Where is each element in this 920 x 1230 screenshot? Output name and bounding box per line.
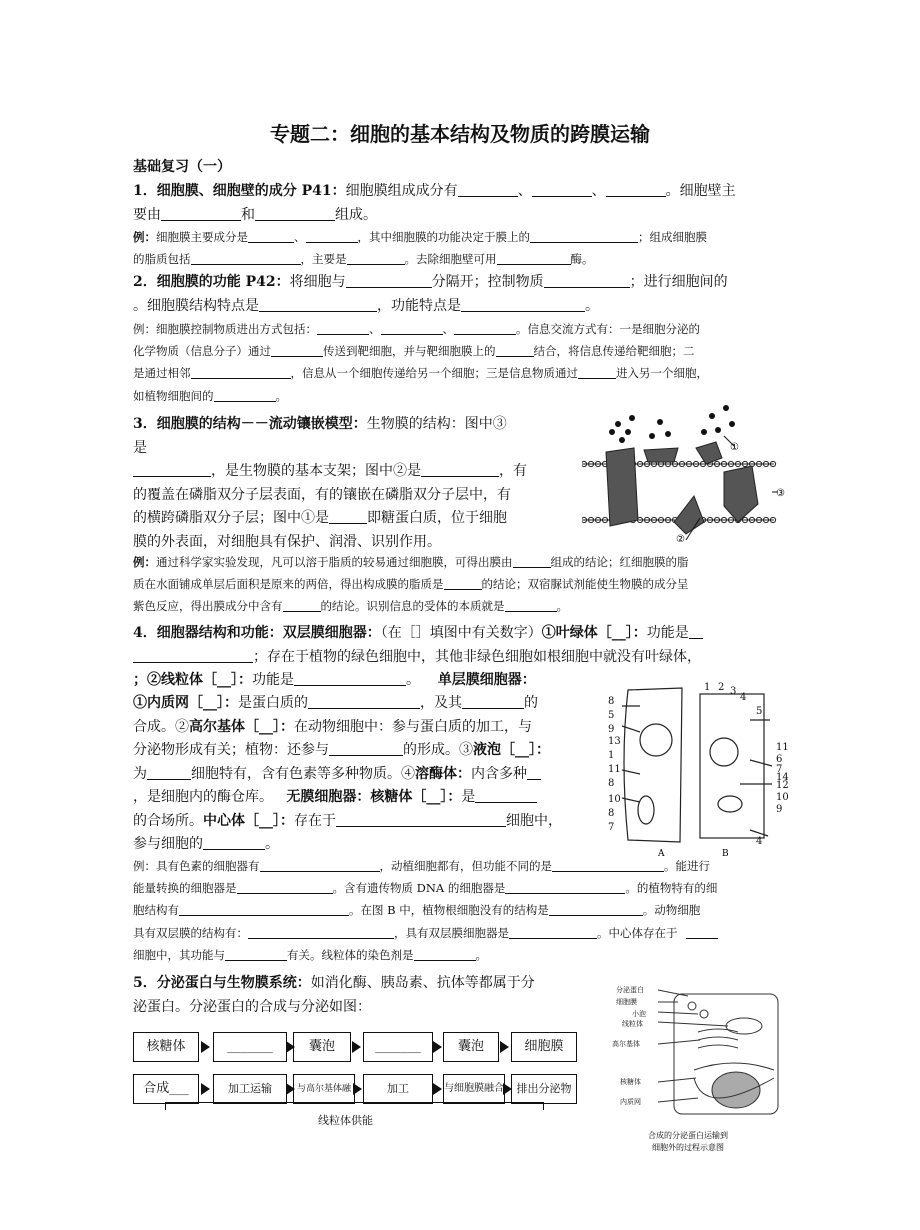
cell-label-right: 3 bbox=[730, 686, 737, 697]
cell-label-left: 8 bbox=[608, 696, 615, 707]
cell-label-left: 7 bbox=[608, 822, 615, 833]
cell-label-right: 11 bbox=[776, 742, 789, 753]
sec-label-mito: 线粒体 bbox=[622, 1020, 643, 1028]
example-2: 例：细胞膜控制物质进出方式包括： 、 、 。信息交流方式有：一是细胞分泌的 化学物质（信息分子）通过 传送到靶细胞，并与靶细胞膜上的 结合，将信息传递给靶细胞；二 是通过相邻 ，信息从一个细胞传递给另一个细胞；三是信息物质通过 进入另一个细胞， 如植物细胞间的 。 bbox=[133, 322, 708, 403]
example-1: 例：细胞膜主要成分是 、 ，其中细胞膜的功能决定于膜上的 ；组成细胞膜 的脂质包括 ，主要是 。去除细胞壁可用 酶。 bbox=[133, 230, 707, 267]
example-3: 例：通过科学家实验发现，凡可以溶于脂质的较易通过细胞膜，可得出膜由 组成的结论；红细胞膜的脂 质在水面铺成单层后面积是原来的两倍，得出构成膜的脂质是 的结论；双宿脲试剂能使生物膜的成分呈 紫色反应，得出膜成分中含有 的结论。识别信息的受体的本质就是 。 bbox=[133, 555, 689, 614]
sec-caption-2: 细胞外的过程示意图 bbox=[652, 1143, 724, 1152]
sec-label-golgi: 高尔基体 bbox=[612, 1040, 640, 1048]
cell-label-right: 2 bbox=[718, 682, 725, 693]
protein-4 bbox=[696, 442, 722, 464]
cell-label-left: 13 bbox=[608, 736, 621, 747]
protein-3 bbox=[674, 496, 704, 534]
section-2: 2．细胞膜的功能 P42：将细胞与 分隔开；控制物质 ；进行细胞间的 。细胞膜结构特点是 ，功能特点是 。 bbox=[133, 274, 728, 314]
membrane-label-2: ② bbox=[676, 534, 685, 542]
cell-label-right: 9 bbox=[776, 804, 783, 815]
cell-label-right: 5 bbox=[756, 706, 763, 717]
secretion-diagram bbox=[608, 982, 788, 1154]
sec-label-vesicle: 小泡 bbox=[632, 1010, 646, 1018]
sec-label-protein: 分泌蛋白 bbox=[616, 986, 644, 994]
protein-1 bbox=[606, 448, 638, 526]
flow-golgi-fusion: 与高尔基体融 bbox=[293, 1074, 355, 1104]
flow-secretion: 排出分泌物 bbox=[511, 1074, 577, 1104]
flow-transport: 加工运输 bbox=[213, 1074, 287, 1104]
section-5: 5．分泌蛋白与生物膜系统：如消化酶、胰岛素、抗体等都属于分 泌蛋白。分泌蛋白的合成与分泌如图： bbox=[133, 975, 535, 1015]
cell-label-right: 14 bbox=[776, 772, 789, 783]
cell-label-left: 9 bbox=[608, 724, 615, 735]
flow-membrane-fusion: 与细胞膜融合 bbox=[443, 1074, 505, 1104]
protein-5 bbox=[724, 466, 758, 522]
section-1: 1．细胞膜、细胞壁的成分 P41：细胞膜组成成分有 、 、 。细胞壁主 要由 和 组成。 bbox=[133, 183, 736, 223]
flow-cell-membrane: 细胞膜 bbox=[511, 1032, 577, 1062]
animal-cell bbox=[624, 688, 682, 842]
cell-label-right: 7 bbox=[776, 764, 783, 775]
mitochondrion-a bbox=[638, 796, 654, 824]
example-4: 例：具有色素的细胞器有 ，动植细胞都有，但功能不同的是 。能进行 能量转换的细胞器是 。含有遗传物质 DNA 的细胞器是 。的植物特有的细 胞结构有 。在图 B 中，植物根细胞没有的结构是 。动物细胞 具有双层膜的结构有： ，具有双层膜细胞器是 。中心体存在于 细胞中，其功能与 有关。线粒体的染色剂是 。 bbox=[133, 859, 718, 962]
section-4: 4．细胞器结构和功能：双层膜细胞器：（在［］填图中有关数字）①叶绿体［__］：功能是 ；存在于植物的绿色细胞中，其他非绿色细胞如根细胞中就没有叶绿体， ；②线粒体［__］：功能是 。 单层膜细胞器： bbox=[133, 625, 701, 688]
membrane-label-3: ③ bbox=[776, 488, 785, 499]
cell-label-left: 11 bbox=[608, 764, 621, 775]
sec-caption-1: 合成的分泌蛋白运输到 bbox=[648, 1131, 728, 1140]
cell-label-right: 6 bbox=[776, 754, 783, 765]
cell-label-left: 1 bbox=[608, 750, 615, 761]
membrane-label-1: ① bbox=[730, 442, 739, 453]
sec-label-ribosome: 核糖体 bbox=[620, 1078, 641, 1086]
cell-label-right: 1 bbox=[704, 682, 711, 693]
section-4-cont: ①内质网［__］：是蛋白质的 ，及其 的 合成。②高尔基体［__］：在动物细胞中：参与蛋白质的加工，与 分泌物形成有关；植物：还参与 的形成。③液泡［__］： 为 细胞特有，含有色素等多种物质。④溶酶体：内含多种 ，是细胞内的酶仓库。 无膜细胞器：核糖体［__］：是 的合场所。中心体［__］：存在于 细胞中， 参与细胞的 。 bbox=[133, 695, 562, 852]
flow-ribosome: 核糖体 bbox=[133, 1032, 199, 1062]
section-3: 3．细胞膜的结构－－流动镶嵌模型：生物膜的结构：图中③ 是 ，是生物膜的基本支架；图中②是 ，有 的覆盖在磷脂双分子层表面，有的镶嵌在磷脂双分子层中，有 的横跨磷脂双分子层；图中①是 即糖蛋白质，位于细胞 膜的外表面，对细胞具有保护、润滑、识别作用。 bbox=[133, 416, 527, 550]
nucleus-a bbox=[640, 724, 672, 756]
cell-caption-b: B bbox=[722, 849, 729, 859]
protein-2 bbox=[644, 448, 678, 462]
cell-label-right: 4 bbox=[756, 836, 763, 847]
chloroplast-b bbox=[718, 796, 742, 812]
flow-blank-2: _______ bbox=[363, 1032, 433, 1062]
cell-label-left: 8 bbox=[608, 808, 615, 819]
cell-label-right: 4 bbox=[740, 692, 747, 703]
cell-label-left: 5 bbox=[608, 710, 615, 721]
flow-vesicle-2: 囊泡 bbox=[443, 1032, 499, 1062]
flow-vesicle-1: 囊泡 bbox=[293, 1032, 351, 1062]
flow-processing: 加工 bbox=[363, 1074, 433, 1104]
review-heading: 基础复习（一） bbox=[133, 159, 231, 175]
cell-diagram bbox=[600, 680, 796, 860]
membrane-diagram bbox=[582, 402, 792, 542]
sec-label-er: 内质网 bbox=[620, 1098, 641, 1106]
sec-label-membrane: 细胞膜 bbox=[616, 998, 637, 1006]
flow-blank-1: _______ bbox=[213, 1032, 287, 1062]
cell-caption-a: A bbox=[658, 849, 665, 859]
cell-label-left: 10 bbox=[608, 794, 621, 805]
flow-synthesis: 合成___ bbox=[133, 1074, 199, 1104]
nucleus-b bbox=[710, 738, 738, 766]
cell-label-right: 12 bbox=[776, 780, 789, 791]
flow-energy-label: 线粒体供能 bbox=[318, 1114, 373, 1127]
page-title: 专题二：细胞的基本结构及物质的跨膜运输 bbox=[270, 122, 650, 146]
cell-label-right: 10 bbox=[776, 792, 789, 803]
cell-label-left: 8 bbox=[608, 778, 615, 789]
plant-cell bbox=[700, 694, 764, 838]
